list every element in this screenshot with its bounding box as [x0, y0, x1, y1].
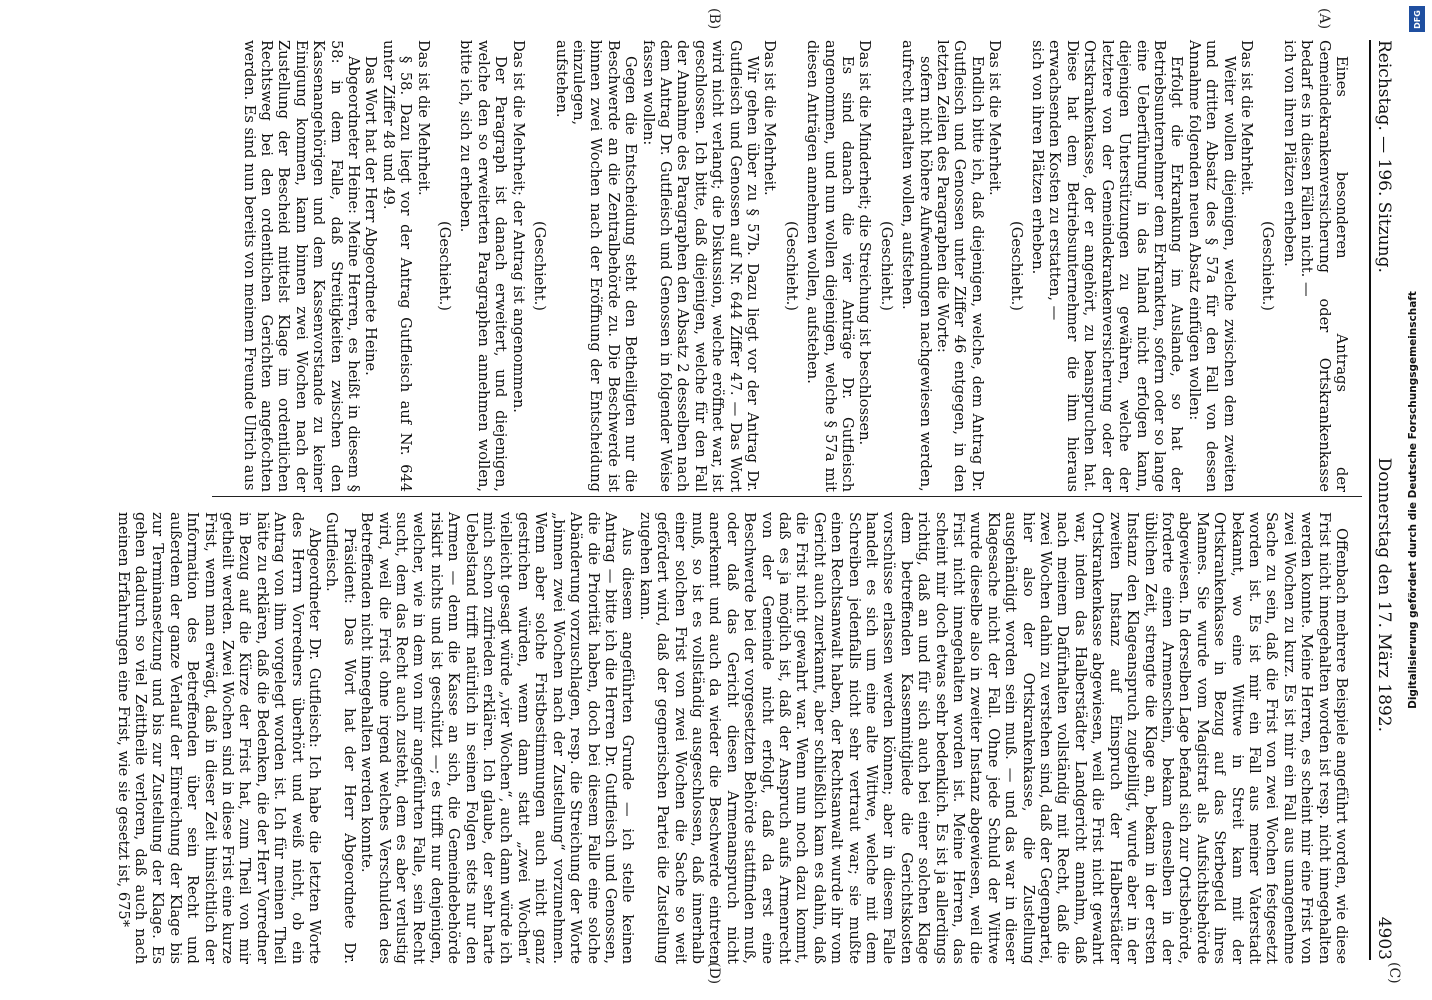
left-column-paragraph: Abgeordneter Heine: Meine Herren, es heißt in diesem § 58: in dem Falle, daß Streitigkeiten zwischen den Kassenangehörigen und dem Kassenvorstande zu keiner Einigung kommen, kann binnen zwei Wochen nach der Zustellung der Bescheid mittelst Klage im ordentlichen Rechtsweg bei den ordentlichen Gerichten angefochten werden. Es sind nun bereits von meinem Freunde Ulrich aus: [240, 40, 363, 492]
left-column-paragraph: (Geschieht.): [782, 221, 800, 311]
left-column-paragraph: Das ist die Mehrheit.: [1237, 40, 1255, 196]
left-column-paragraph: Der Paragraph ist danach erweitert, und diejenigen, welche den so erweiterten Paragraphen annehmen wollen, bitte ich, sich zu erheben.: [457, 40, 510, 492]
left-column-paragraph: Endlich bitte ich, daß diejenigen, welche, dem Antrag Dr. Gutfleisch und Genossen unter Ziffer 46 entgegen, in den letzten Zeilen des Paragraphen die Worte:: [934, 40, 986, 492]
right-column-paragraph: Präsident: Das Wort hat der Herr Abgeordnete Dr. Gutfleisch.: [323, 512, 358, 964]
left-column-paragraph: Gegen die Entscheidung steht den Betheiligten nur die Beschwerde an die Zentralbehörde zu. Die Beschwerde ist binnen zwei Wochen nach der Eröffnung der Entscheidung einzulegen,: [569, 40, 640, 492]
margin-marker-c: (C): [1386, 962, 1402, 984]
left-column-paragraph: Das Wort hat der Herr Abgeordnete Heine.: [362, 56, 380, 376]
left-column-paragraph: § 58. Dazu liegt vor der Antrag Gutfleisch auf Nr. 644 unter Ziffer 48 und 49.: [379, 40, 415, 492]
left-column-paragraph: sich von ihren Plätzen erheben.: [1029, 40, 1047, 275]
left-column-paragraph: Erfolgt die Erkrankung im Auslande, so hat der Betriebsunternehmer dem Erkrankten, sofern oder so lange eine Ueberführung in das Inland nicht erfolgen kann, diejenigen Unterstützungen zu gewähren, welche der letztere von der Gemeindekrankenversicherung oder der Ortskrankenkasse, der er angehört, zu beanspruchen hat. Diese hat dem Betriebsunternehmer die ihm hieraus erwachsenden Kosten zu erstatten, —: [1046, 40, 1186, 492]
left-column-paragraph: ich von ihren Plätzen erheben.: [1280, 40, 1298, 267]
left-column-paragraph: sofern nicht höhere Aufwendungen nachgewiesen werden,: [916, 56, 934, 492]
left-column-paragraph: (Geschieht.): [1007, 221, 1025, 311]
right-column-paragraph: Abgeordneter Dr. Gutfleisch: Ich habe die letzten Worte des Herrn Vorredners überhört und weiß nicht, ob ein Antrag von ihm vorgelegt worden ist. Ich für meinen Theil hätte zu erklären, daß die Bedenken, die der Herr Vorredner in Bezug auf die Kürze der Frist hat, zum Theil von mir getheilt werden. Zwei Wochen sind in diese Frist eine kurze Frist, wenn man erwägt, daß in dieser Zeit hinsichtlich der Information des Betreffenden über sein Recht und außerdem der ganze Verlauf der Einreichung der Klage bis zur Terminansetzung und bis zur Zustellung der Klage. Es gehen dadurch so viel Zeittheile verloren, daß auch nach meinen Erfahrungen eine Frist, wie sie gesetzt ist, 675*: [114, 512, 324, 964]
left-column-paragraph: Das ist die Mehrheit.: [986, 40, 1004, 196]
left-column-paragraph: aufstehen.: [552, 40, 570, 118]
credit-text: Digitalisierung gefördert durch die Deutsche Forschungsgemeinschaft: [1407, 291, 1420, 709]
left-column-paragraph: (Geschieht.): [877, 221, 895, 311]
left-text-column: [220, 40, 1350, 492]
left-column-paragraph: Weiter wollen diejenigen, welche zwischen dem zweiten und dritten Absatz des § 57a für den Fall von dessen Annahme folgenden neuen Absatz einfügen wollen:: [1185, 40, 1238, 492]
left-column-paragraph: (Geschieht.): [436, 221, 454, 311]
right-column-paragraph: Offenbach mehrere Beispiele angeführt worden, wie diese Frist nicht innegehalten worden ist resp. nicht innegehalten werden konnte. Meine Herren, es scheint mir eine Frist von zwei Wochen zu kurz. Es ist mir ein Fall aus unangenehme Sache zu sein, daß die Frist von zwei Wochen festgesetzt worden ist. Es ist mir ein Fall aus meiner Vaterstadt bekannt, wo eine Wittwe in Streit kam mit der Ortskrankenkasse in Bezug auf das Sterbegeld ihres Mannes. Sie wurde vom Magistrat als Aufsichtsbehörde abgewiesen. In derselben Lage befand sich zur Ortsbehörde, forderte einen Armenschein, bekam denselben in der üblichen Zeit, strengte die Klage an, bekam in der ersten Instanz den Klageanspruch zugebilligt, wurde aber in der zweiten Instanz auf Einspruch der Halberstädter Ortskrankenkasse abgewiesen, weil die Frist nicht gewahrt war, indem das Halberstädter Landgericht annahm, daß nach meinem Dafürhalten vollständig mit Recht, daß die zwei Wochen dahin zu verstehen sind, daß der Gegenpartei, hier also der Ortskrankenkasse, die Zustellung ausgehändigt worden sein muß. — und das war in dieser Klagesache nicht der Fall. Ohne jede Schuld der Wittwe wurde dieselbe also in zweiter Instanz abgewiesen, weil die Frist nicht innegehalten worden ist. Meine Herren, das scheint mir doch etwas sehr bedenklich. Es ist ja allerdings richtig, daß an und für sich auch bei einer solchen Klage dem betreffenden Kassenmitgliede die Gerichtskosten vorschüsse erlassen werden können; aber in diesem Falle handelt es sich um eine alte Wittwe, welche mit dem Schreiben jedenfalls nicht sehr vertraut war; sie mußte einen Rechtsanwalt haben, der Rechtsanwalt wurde ihr vom Gericht auch zuerkannt, aber schließlich kam es dahin, daß die Frist nicht gewahrt war. Wenn nun noch dazu kommt, daß es ja möglich ist, daß der Anspruch aufs Armenrecht von der Gemeinde nicht erfolgt, daß da erst eine Beschwerde bei der vorgesetzten Behörde stattfinden muß, oder daß das Gericht diesen Armenanspruch nicht anerkennt und auch da wieder die Beschwerde eintreten muß, so ist es vollständig ausgeschlossen, daß innerhalb einer solchen Frist von zwei Wochen die Sache so weit gefördert wird, daß der gegnerischen Partei die Zustellung zugehen kann.: [636, 512, 1350, 964]
column-separator: [212, 496, 1362, 497]
left-column-paragraph: aufrecht erhalten wollen, aufstehen.: [899, 40, 917, 310]
right-column-paragraph: Aus diesem angeführten Grunde — ich stelle keinen Antrag — bitte ich die Herren Dr. Gutfleisch und Genossen, die die Priorität haben, doch bei diesem Falle eine solche Abänderung vorzuschlagen, resp. die Streichung der Worte „binnen zwei Wochen nach der Zustellung“ vorzunehmen. Wenn aber solche Fristbestimmungen auch nicht ganz gestrichen würden, wenn dann statt „zwei Wochen“ vielleicht gesagt würde „vier Wochen“, auch dann würde ich mich schon zufrieden erklären. Ich glaube, der sehr harte Uebelstand trifft natürlich in seinen Folgen stets nur den Armen — denn die Kasse an sich, die Gemeindebehörde riskirt nichts und ist geschützt —; es trifft nur denjenigen, welcher, wie in dem von mir angeführten Falle, sein Recht sucht, dem das Recht auch zusteht, dem es aber verlustig wird, weil die Frist ohne irgend welches Verschulden des Betreffenden nicht innegehalten werden konnte.: [358, 512, 637, 964]
page-header: [1369, 40, 1404, 960]
margin-marker-b: (B): [706, 8, 722, 30]
header-session: Reichstag. — 196. Sitzung.: [1374, 40, 1394, 273]
dfg-logo: DFG: [1409, 6, 1425, 32]
right-text-column: [114, 512, 1350, 964]
left-column-paragraph: Das ist die Mehrheit; der Antrag ist angenommen.: [509, 40, 527, 413]
digitization-credit: [1402, 10, 1424, 990]
left-column-paragraph: Das ist die Mehrheit.: [414, 40, 432, 196]
margin-marker-a: (A): [1316, 8, 1332, 30]
left-column-paragraph: (Geschieht.): [531, 221, 549, 311]
left-column-paragraph: Das ist die Minderheit; die Streichung ist beschlossen.: [856, 40, 874, 446]
header-page-number: 4903: [1374, 916, 1394, 960]
left-column-paragraph: Eines besonderen Antrags der Gemeindekrankenversicherung oder Ortskrankenkasse bedarf es in diesen Fällen nicht. —: [1298, 40, 1350, 492]
left-column-paragraph: Es sind danach die vier Anträge Dr. Gutfleisch angenommen, und nun wollen diejenigen, welche § 57a mit diesen Anträgen annehmen wollen, aufstehen.: [804, 40, 857, 492]
left-column-paragraph: Das ist die Mehrheit.: [761, 40, 779, 196]
header-date: Donnerstag den 17. März 1892.: [1374, 457, 1394, 732]
left-column-paragraph: (Geschieht.): [1259, 221, 1277, 311]
left-column-paragraph: Wir gehen über zu § 57b. Dazu liegt vor der Antrag Dr. Gutfleisch und Genossen auf Nr. 644 Ziffer 47. — Das Wort wird nicht verlangt; die Diskussion, welche eröffnet war, ist geschlossen. Ich bitte, daß diejenigen, welche für den Fall der Annahme des Paragraphen den Absatz 2 desselben nach dem Antrag Dr. Gutfleisch und Genossen in folgender Weise fassen wollen:: [639, 40, 761, 492]
margin-marker-d: (D): [706, 962, 722, 985]
